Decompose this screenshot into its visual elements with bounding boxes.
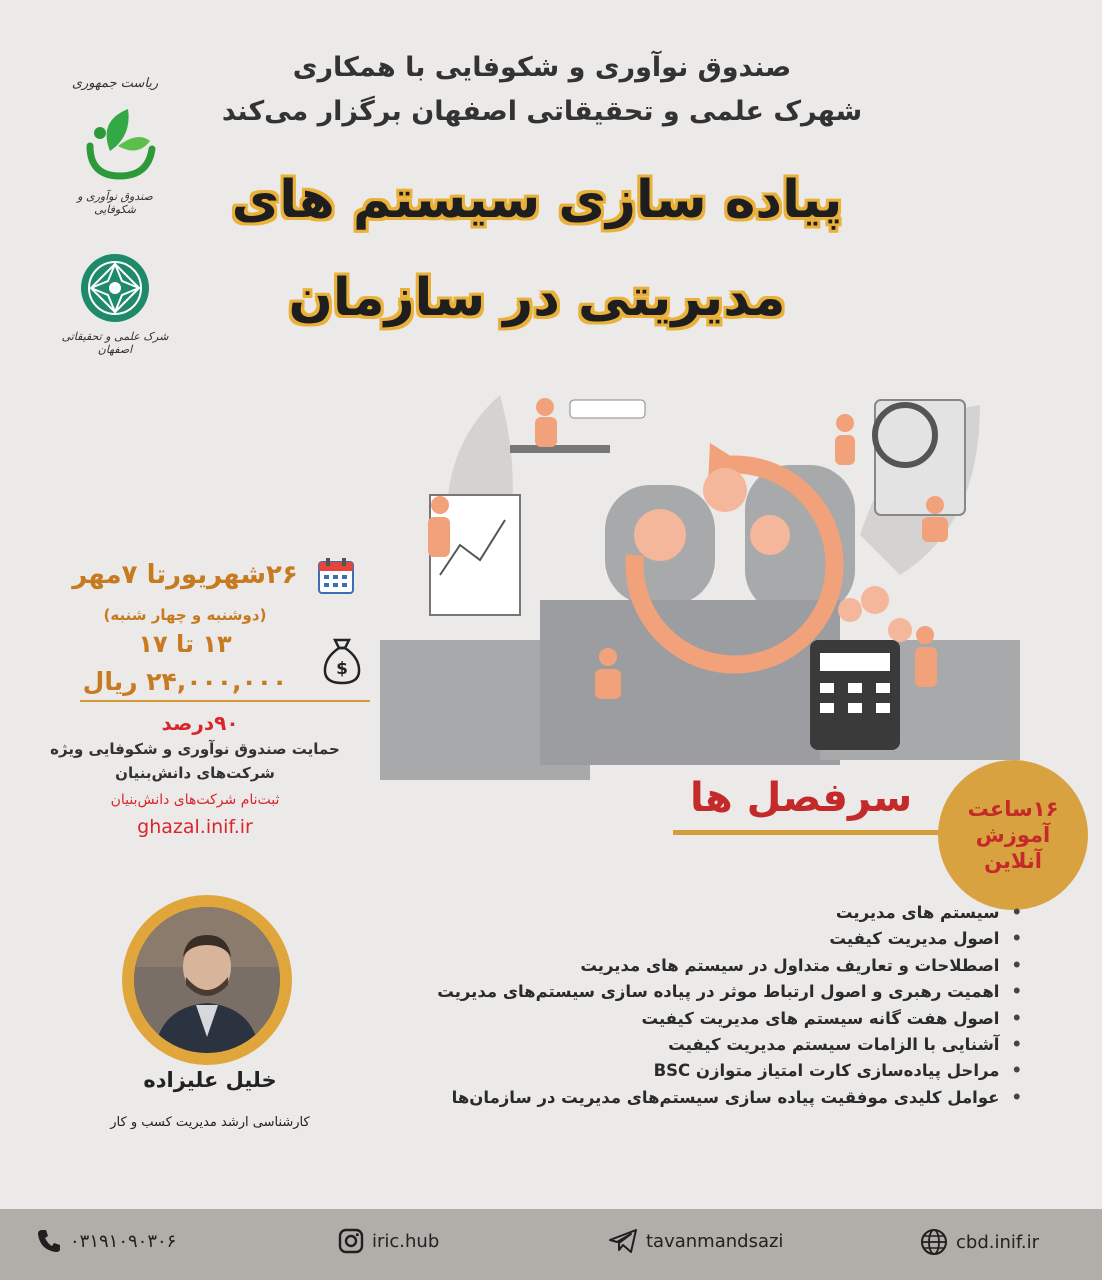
innovation-fund-logo [60, 76, 170, 226]
footer-instagram[interactable] [338, 1228, 439, 1254]
fund-logo-caption: صندوق نوآوری و شکوفایی [77, 190, 153, 216]
support-line-2: شرکت‌های دانش‌بنیان [115, 764, 275, 782]
online-hours-badge [938, 760, 1088, 910]
event-days: (دوشنبه و چهار شنبه) [103, 606, 267, 624]
calendar-icon [316, 556, 356, 596]
science-park-logo [60, 250, 170, 355]
event-hours: ۱۳ تا ۱۷ [138, 630, 232, 658]
course-title-line-2: مدیریتی در سازمان [288, 268, 786, 328]
instructor-photo [134, 907, 280, 1053]
registration-note: ثبت‌نام شرکت‌های دانش‌بنیان [110, 792, 280, 808]
leaf-emblem-icon [60, 91, 170, 186]
support-line-1: حمایت صندوق نوآوری و شکوفایی ویژه [50, 740, 340, 758]
topic-item: • آشنایی با الزامات سیستم مدیریت کیفیت [322, 1032, 1022, 1058]
topic-item: • مراحل پیاده‌سازی کارت امتیاز متوازن BSC [322, 1058, 1022, 1084]
registration-link[interactable]: ghazal.inif.ir [137, 816, 253, 838]
info-divider [80, 700, 370, 702]
instructor-photo-frame [122, 895, 292, 1065]
money-bag-icon [320, 636, 364, 686]
topic-item: • اصطلاحات و تعاریف متداول در سیستم های مدیریت [322, 953, 1022, 979]
topic-item: • اصول هفت گانه سیستم های مدیریت کیفیت [322, 1006, 1022, 1032]
topics-title: سرفصل ها [690, 775, 913, 821]
telegram-icon [608, 1228, 638, 1254]
badge-hours: ۱۶ساعت [967, 796, 1059, 821]
topic-item: • اهمیت رهبری و اصول ارتباط موثر در پیاده سازی سیستم‌های مدیریت [322, 979, 1022, 1005]
topic-item: • اصول مدیریت کیفیت [322, 926, 1022, 952]
management-illustration [380, 385, 1020, 780]
event-price: ۲۴,۰۰۰,۰۰۰ ریال [82, 667, 288, 696]
badge-training: آموزش [975, 822, 1051, 847]
topic-item: • عوامل کلیدی موفقیت پیاده سازی سیستم‌های مدیریت در سازمان‌ها [322, 1085, 1022, 1111]
footer-phone[interactable] [36, 1228, 176, 1254]
badge-online: آنلاین [984, 849, 1042, 874]
telegram-handle: tavanmandsazi [646, 1230, 784, 1252]
organizer-line-2: شهرک علمی و تحقیقاتی اصفهان برگزار می‌کند [221, 96, 863, 127]
instructor-title: کارشناسی ارشد مدیریت کسب و کار [110, 1115, 310, 1130]
discount-percent: ۹۰درصد [161, 711, 239, 735]
topics-underline [673, 830, 943, 835]
globe-icon [920, 1228, 948, 1256]
fund-logo-top-text: ریاست جمهوری [71, 76, 159, 91]
footer-telegram[interactable] [608, 1228, 783, 1254]
website-url: cbd.inif.ir [956, 1231, 1040, 1253]
park-logo-caption: شرک علمی و تحقیقاتی اصفهان [61, 330, 169, 356]
instagram-icon [338, 1228, 364, 1254]
course-title-line-1: پیاده سازی سیستم های [231, 170, 843, 230]
organizer-line-1: صندوق نوآوری و شکوفایی با همکاری [292, 52, 792, 83]
topics-list [322, 900, 1022, 1111]
svg-text:$: $ [336, 659, 348, 679]
topic-item: • سیستم های مدیریت [322, 900, 1022, 926]
geometric-rosette-icon [60, 250, 170, 326]
event-dates: ۲۶شهریورتا ۷مهر [72, 560, 298, 590]
instructor-name: خلیل علیزاده [143, 1068, 277, 1092]
footer-website[interactable] [920, 1228, 1039, 1256]
instagram-handle: iric.hub [372, 1230, 440, 1252]
phone-icon [36, 1228, 62, 1254]
phone-number: ۰۳۱۹۱۰۹۰۳۰۶ [70, 1230, 177, 1252]
